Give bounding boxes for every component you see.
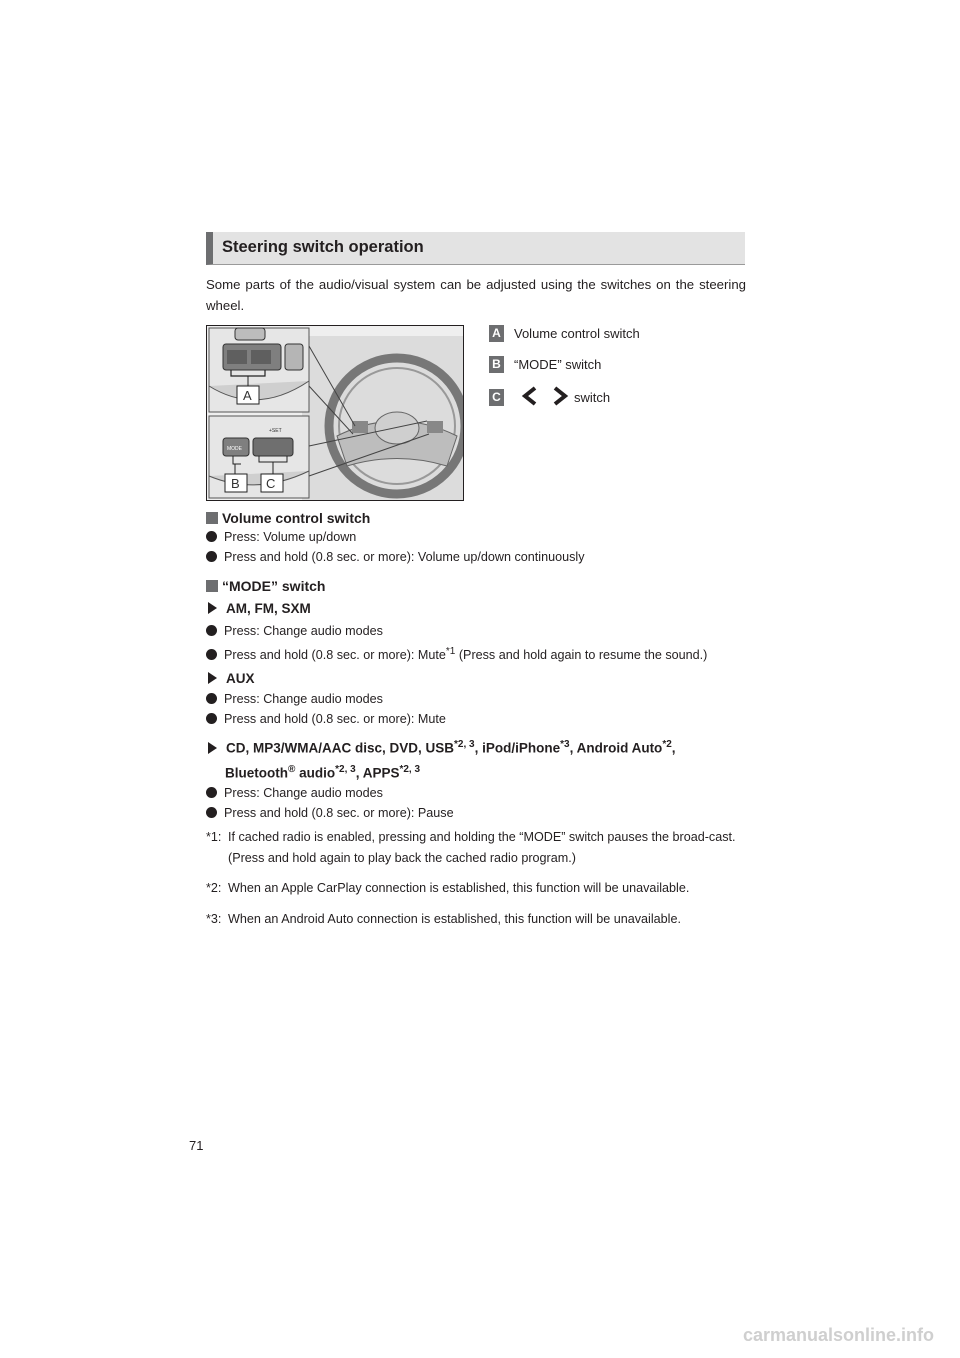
footnote-1	[206, 827, 748, 871]
key-c: C	[489, 389, 504, 406]
media-title-5: Bluetooth	[225, 765, 288, 781]
volume-item-2-text: Press and hold (0.8 sec. or more): Volume up/down continuously	[224, 550, 585, 564]
square-bullet-icon	[206, 580, 218, 592]
left-right-arrow-icon	[517, 385, 573, 407]
legend-text-c: switch	[574, 390, 611, 405]
watermark[interactable]: carmanualsonline.info	[742, 1325, 934, 1345]
media-item-2-text: Press and hold (0.8 sec. or more): Pause	[224, 806, 454, 820]
aux-item-2	[206, 712, 446, 726]
bullet-icon	[206, 693, 217, 704]
volume-item-1	[206, 530, 356, 544]
footnote-2-text: When an Apple CarPlay connection is established, this function will be unavailable.	[228, 881, 690, 895]
legend-text-b: “MODE” switch	[514, 357, 602, 372]
media-item-1-text: Press: Change audio modes	[224, 786, 383, 800]
group-am-fm-sxm	[208, 601, 311, 616]
footnote-3-mark: *3:	[206, 912, 222, 926]
footnote-1-mark: *1:	[206, 830, 222, 844]
key-a: A	[489, 325, 504, 342]
group-am-fm-sxm-title: AM, FM, SXM	[226, 601, 311, 616]
media-sup-reg: ®	[288, 764, 296, 775]
section-header	[206, 232, 745, 265]
steering-wheel-drawing	[207, 326, 463, 500]
steering-switch-illustration	[206, 325, 464, 501]
group-aux	[208, 671, 255, 686]
aux-item-1	[206, 692, 383, 706]
group-media	[208, 739, 676, 756]
am-item-1-text: Press: Change audio modes	[224, 624, 383, 638]
aux-item-2-text: Press and hold (0.8 sec. or more): Mute	[224, 712, 446, 726]
footnote-2	[206, 878, 748, 900]
am-item-2-note: (Press and hold again to resume the sound.)	[458, 648, 708, 663]
figure-label-a: A	[243, 388, 252, 403]
legend-item-a	[489, 325, 749, 356]
square-bullet-icon	[206, 512, 218, 524]
am-item-1	[206, 624, 383, 638]
aux-item-1-text: Press: Change audio modes	[224, 692, 383, 706]
media-sup-3: *2	[662, 739, 672, 750]
footnote-3	[206, 909, 748, 931]
volume-item-1-text: Press: Volume up/down	[224, 530, 357, 544]
bullet-icon	[206, 807, 217, 818]
figure-set-button-text: +SET	[269, 428, 282, 434]
legend-text-a: Volume control switch	[514, 326, 640, 341]
legend-item-b	[489, 356, 749, 387]
media-title-4: ,	[671, 740, 676, 756]
media-title-1: CD, MP3/WMA/AAC disc, DVD, USB	[226, 740, 455, 756]
mode-heading-text: “MODE” switch	[222, 578, 326, 594]
media-sup-4: *2, 3	[335, 764, 356, 775]
am-item-2-text: Press and hold (0.8 sec. or more): Mute	[224, 648, 446, 663]
media-title-6: audio	[295, 765, 336, 781]
footnote-1-text: If cached radio is enabled, pressing and holding the “MODE” switch pauses the broad-cast. (Press and hold again to play back the cached radio program.)	[228, 830, 736, 865]
section-title: Steering switch operation	[222, 238, 424, 256]
figure-label-b: B	[231, 476, 240, 491]
volume-heading	[206, 510, 370, 526]
key-b: B	[489, 356, 504, 373]
media-sup-2: *3	[560, 739, 570, 750]
triangle-bullet-icon	[208, 742, 217, 754]
bullet-icon	[206, 625, 217, 636]
footnote-3-text: When an Android Auto connection is established, this function will be unavailable.	[228, 912, 681, 926]
intro-paragraph: Some parts of the audio/visual system can be adjusted using the switches on the steering wheel.	[206, 277, 746, 313]
bullet-icon	[206, 551, 217, 562]
group-media-line2	[225, 764, 420, 781]
bullet-icon	[206, 787, 217, 798]
footnote-ref: *1	[445, 646, 456, 657]
page-number: 71	[189, 1138, 204, 1153]
bullet-icon	[206, 649, 217, 660]
media-sup-5: *2, 3	[399, 764, 421, 775]
figure-legend	[489, 325, 749, 418]
media-title-2: , iPod/iPhone	[474, 740, 561, 756]
footnote-2-mark: *2:	[206, 881, 222, 895]
media-title-7: , APPS	[355, 765, 400, 781]
legend-item-c	[489, 387, 749, 418]
media-sup-1: *2, 3	[454, 739, 475, 750]
triangle-bullet-icon	[208, 672, 217, 684]
mode-heading	[206, 578, 325, 594]
bullet-icon	[206, 713, 217, 724]
volume-item-2	[206, 550, 585, 564]
group-aux-title: AUX	[226, 671, 255, 686]
media-item-1	[206, 786, 383, 800]
triangle-bullet-icon	[208, 602, 217, 614]
media-item-2	[206, 806, 454, 820]
volume-heading-text: Volume control switch	[222, 510, 371, 526]
figure-mode-button-text: MODE	[227, 446, 242, 452]
bullet-icon	[206, 531, 217, 542]
figure-label-c: C	[266, 476, 276, 491]
media-title-3: , Android Auto	[569, 740, 663, 756]
am-item-2	[206, 646, 707, 662]
